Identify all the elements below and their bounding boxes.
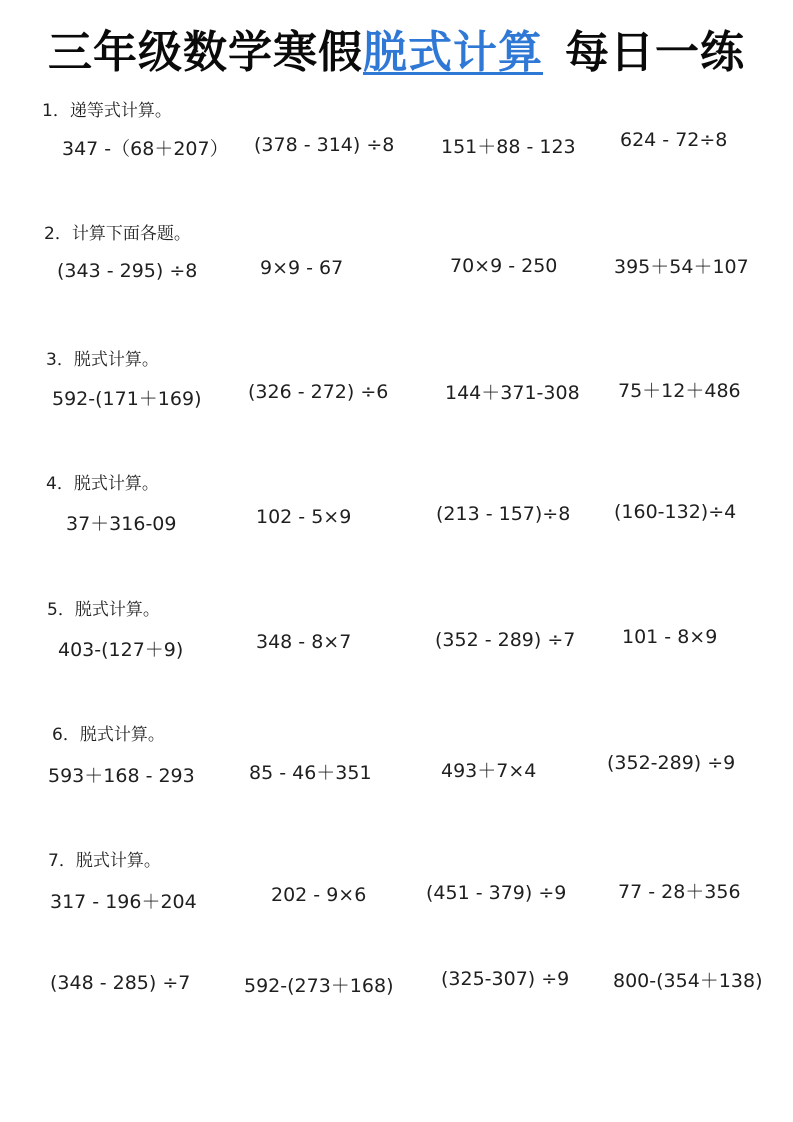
problem-6-4: (352-289) ÷9 — [607, 752, 736, 774]
problem-5-4: 101 - 8×9 — [622, 626, 718, 648]
problem-5-3: (352 - 289) ÷7 — [435, 629, 576, 651]
problem-3-4: 75＋12＋486 — [618, 380, 741, 402]
title-part2: 每日一练 — [565, 27, 745, 78]
section-1-heading: 1．递等式计算。 — [42, 101, 172, 121]
section-7-heading: 7．脱式计算。 — [48, 851, 161, 871]
problem-6-2: 85 - 46＋351 — [249, 762, 372, 784]
problem-1-4: 624 - 72÷8 — [620, 129, 728, 151]
problem-2-1: (343 - 295) ÷8 — [57, 260, 198, 282]
problem-1-2: (378 - 314) ÷8 — [254, 134, 395, 156]
title-highlight: 脱式计算 — [363, 27, 543, 78]
problem-3-2: (326 - 272) ÷6 — [248, 381, 389, 403]
problem-1-1: 347 -（68＋207） — [62, 138, 229, 160]
problem-4-3: (213 - 157)÷8 — [436, 503, 571, 525]
section-6-heading: 6．脱式计算。 — [52, 725, 165, 745]
problem-4-1: 37＋316-09 — [66, 513, 177, 535]
problem-3-1: 592-(171＋169) — [52, 388, 202, 410]
title-part1: 三年级数学寒假 — [48, 27, 363, 78]
problem-4-4: (160-132)÷4 — [614, 501, 737, 523]
page-title — [0, 16, 793, 80]
problem-7-2: 202 - 9×6 — [271, 884, 367, 906]
problem-2-3: 70×9 - 250 — [450, 255, 558, 277]
problem-6-3: 493＋7×4 — [441, 760, 537, 782]
problem-8-1: (348 - 285) ÷7 — [50, 972, 191, 994]
problem-5-1: 403-(127＋9) — [58, 639, 184, 661]
problem-8-3: (325-307) ÷9 — [441, 968, 570, 990]
problem-5-2: 348 - 8×7 — [256, 631, 352, 653]
problem-4-2: 102 - 5×9 — [256, 506, 352, 528]
problem-8-4: 800-(354＋138) — [613, 970, 763, 992]
problem-6-1: 593＋168 - 293 — [48, 765, 195, 787]
section-4-heading: 4．脱式计算。 — [46, 474, 159, 494]
problem-7-3: (451 - 379) ÷9 — [426, 882, 567, 904]
section-3-heading: 3．脱式计算。 — [46, 350, 159, 370]
problem-1-3: 151＋88 - 123 — [441, 136, 576, 158]
section-5-heading: 5．脱式计算。 — [47, 600, 160, 620]
problem-2-2: 9×9 - 67 — [260, 257, 344, 279]
section-2-heading: 2．计算下面各题。 — [44, 224, 191, 244]
problem-8-2: 592-(273＋168) — [244, 975, 394, 997]
problem-3-3: 144＋371-308 — [445, 382, 580, 404]
problem-2-4: 395＋54＋107 — [614, 256, 749, 278]
problem-7-4: 77 - 28＋356 — [618, 881, 741, 903]
problem-7-1: 317 - 196＋204 — [50, 891, 197, 913]
